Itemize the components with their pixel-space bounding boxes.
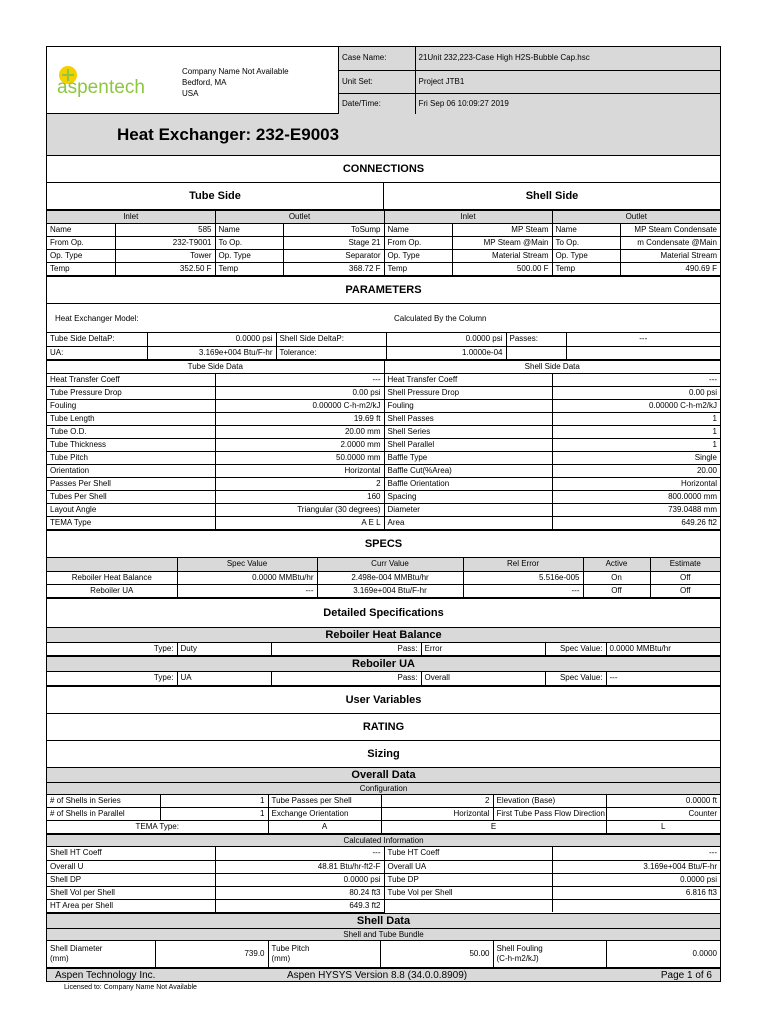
detail-pass-value: Error [421, 643, 545, 656]
connection-value: MP Steam Condensate [620, 224, 720, 237]
parameter-value: 1 [552, 426, 720, 439]
connection-value: MP Steam [452, 224, 552, 237]
connection-label: Temp [215, 263, 283, 276]
spec-row [47, 571, 720, 584]
parameter-value: 20.00 mm [215, 426, 384, 439]
calculated-label: Shell DP [47, 873, 215, 886]
calculated-value: --- [215, 847, 384, 860]
parameter-label: Tube Thickness [47, 439, 215, 452]
parameter-value: Triangular (30 degrees) [215, 504, 384, 517]
configuration-value: 2 [381, 795, 493, 808]
connection-row [47, 224, 720, 237]
case-name-value: 21Unit 232,223-Case High H2S-Bubble Cap.hsc [415, 47, 720, 70]
connection-value: ToSump [283, 224, 384, 237]
tube-dp-label: Tube Side DeltaP: [47, 333, 147, 346]
parameter-label: Shell Parallel [384, 439, 552, 452]
calculated-value: 80.24 ft3 [215, 886, 384, 899]
license-note: Licensed to: Company Name Not Available [64, 984, 197, 991]
calculated-row [47, 899, 720, 912]
shell-outlet-header: Outlet [552, 211, 720, 224]
connection-label: Name [215, 224, 283, 237]
page-title: Heat Exchanger: 232-E9003 [46, 114, 721, 156]
parameter-value: Horizontal [215, 465, 384, 478]
parameter-value: 0.00000 C-h-m2/kJ [552, 400, 720, 413]
parameter-label: Baffle Cut(%Area) [384, 465, 552, 478]
spec-value: Off [650, 571, 720, 584]
parameter-value: 2 [215, 478, 384, 491]
parameter-value: 160 [215, 491, 384, 504]
tema-front: A [268, 821, 381, 834]
calculated-row [47, 886, 720, 899]
parameter-value: 19.69 ft [215, 413, 384, 426]
configuration-label: # of Shells in Parallel [47, 808, 160, 821]
detail-type-label: Type: [47, 672, 177, 685]
calculated-value: 0.0000 psi [552, 873, 720, 886]
shell-dp-label: Shell Side DeltaP: [276, 333, 386, 346]
passes-value: --- [566, 333, 720, 346]
side-data-table [47, 361, 720, 531]
connection-value: Stage 21 [283, 237, 384, 250]
connection-value: 490.69 F [620, 263, 720, 276]
connection-label: To Op. [215, 237, 283, 250]
detail-spec-title: Reboiler Heat Balance [46, 628, 721, 643]
shell-diameter-label: Shell Diameter [50, 943, 103, 953]
shell-fouling-label: Shell Fouling [496, 943, 543, 953]
specs-column-header: Curr Value [317, 558, 463, 571]
connection-label: Temp [47, 263, 115, 276]
connection-label: Temp [384, 263, 452, 276]
spec-value: --- [463, 584, 583, 597]
connection-row [47, 263, 720, 276]
ua-value: 3.169e+004 Btu/F-hr [147, 346, 276, 359]
parameter-value: 649.26 ft2 [552, 517, 720, 530]
spec-value: On [583, 571, 650, 584]
configuration-label: Exchange Orientation [268, 808, 381, 821]
parameter-label: Tube Length [47, 413, 215, 426]
parameter-label: Baffle Orientation [384, 478, 552, 491]
sizing-heading: Sizing [46, 741, 721, 768]
parameter-value: 0.00000 C-h-m2/kJ [215, 400, 384, 413]
connection-label: Op. Type [384, 250, 452, 263]
connection-label: Name [552, 224, 620, 237]
parameters-summary [47, 333, 720, 360]
hx-model-label: Heat Exchanger Model: [55, 314, 139, 323]
connection-label: From Op. [384, 237, 452, 250]
tolerance-label: Tolerance: [276, 346, 386, 359]
detail-type-label: Type: [47, 643, 177, 656]
shell-bundle-table [47, 941, 720, 969]
calculated-info-table [47, 847, 720, 913]
calculated-label: HT Area per Shell [47, 899, 215, 912]
parameter-value: Horizontal [552, 478, 720, 491]
connection-row [47, 250, 720, 263]
configuration-table [47, 795, 720, 835]
calculated-value: 6.816 ft3 [552, 886, 720, 899]
shell-fouling-value: 0.0000 [606, 941, 720, 968]
tube-pitch-label: Tube Pitch [271, 943, 310, 953]
parameter-label: Tube Pressure Drop [47, 387, 215, 400]
tube-side-data-header: Tube Side Data [47, 361, 384, 374]
tolerance-value: 1.0000e-04 [386, 346, 506, 359]
connection-label: Op. Type [552, 250, 620, 263]
detail-pass-label: Pass: [271, 672, 421, 685]
configuration-value: Counter [606, 808, 720, 821]
tube-side-heading: Tube Side [47, 183, 384, 209]
parameter-label: Shell Pressure Drop [384, 387, 552, 400]
calculated-label: Overall UA [384, 860, 552, 873]
connection-value: Material Stream [620, 250, 720, 263]
parameter-value: A E L [215, 517, 384, 530]
parameter-value: --- [215, 374, 384, 387]
shell-side-data-header: Shell Side Data [384, 361, 720, 374]
spec-value: 0.0000 MMBtu/hr [177, 571, 317, 584]
specs-table [47, 558, 720, 598]
configuration-value: 1 [160, 808, 268, 821]
connection-value: 352.50 F [115, 263, 215, 276]
connections-table [47, 211, 720, 277]
parameter-label: Spacing [384, 491, 552, 504]
bundle-heading: Shell and Tube Bundle [46, 929, 721, 941]
tube-outlet-header: Outlet [215, 211, 384, 224]
parameter-label: Passes Per Shell [47, 478, 215, 491]
spec-value: --- [177, 584, 317, 597]
footer-vendor: Aspen Technology Inc. [55, 970, 156, 981]
specs-column-header: Spec Value [177, 558, 317, 571]
detailed-specs-heading: Detailed Specifications [46, 599, 721, 628]
calculated-label: Tube Vol per Shell [384, 886, 552, 899]
parameter-label: Shell Passes [384, 413, 552, 426]
connection-label: Name [47, 224, 115, 237]
spec-value: 2.498e-004 MMBtu/hr [317, 571, 463, 584]
parameter-value: 1 [552, 439, 720, 452]
parameter-value: Single [552, 452, 720, 465]
calculated-label: Tube HT Coeff [384, 847, 552, 860]
overall-data-heading: Overall Data [46, 768, 721, 783]
calculated-label: Shell HT Coeff [47, 847, 215, 860]
spec-row [47, 584, 720, 597]
parameter-label: Layout Angle [47, 504, 215, 517]
parameter-row [47, 465, 720, 478]
spec-value: Off [583, 584, 650, 597]
parameters-heading: PARAMETERS [46, 277, 721, 304]
tube-inlet-header: Inlet [47, 211, 215, 224]
detail-spec-title: Reboiler UA [46, 657, 721, 672]
shell-inlet-header: Inlet [384, 211, 552, 224]
parameter-label: Shell Series [384, 426, 552, 439]
connection-label: From Op. [47, 237, 115, 250]
case-name-label: Case Name: [339, 47, 415, 70]
detail-spec-table [47, 672, 720, 686]
detail-spec-table [47, 643, 720, 657]
specs-column-header: Active [583, 558, 650, 571]
tube-dp-value: 0.0000 psi [147, 333, 276, 346]
connection-value: 232-T9001 [115, 237, 215, 250]
connection-value: 500.00 F [452, 263, 552, 276]
parameter-value: --- [552, 374, 720, 387]
hx-model-value: Calculated By the Column [394, 314, 487, 323]
parameter-label: Fouling [47, 400, 215, 413]
parameter-label: Tube Pitch [47, 452, 215, 465]
company-name: Company Name Not Available [182, 67, 289, 76]
tema-rear: L [606, 821, 720, 834]
detail-pass-label: Pass: [271, 643, 421, 656]
user-variables-heading: User Variables [46, 687, 721, 714]
parameter-value: 2.0000 mm [215, 439, 384, 452]
configuration-row [47, 795, 720, 808]
parameter-label: Tube O.D. [47, 426, 215, 439]
case-info [339, 47, 720, 113]
calculated-value: 649.3 ft2 [215, 899, 384, 912]
calculated-value: 0.0000 psi [215, 873, 384, 886]
calculated-value: 3.169e+004 Btu/F-hr [552, 860, 720, 873]
parameter-row [47, 426, 720, 439]
parameter-row [47, 452, 720, 465]
rating-heading: RATING [46, 714, 721, 741]
footer-page-number: Page 1 of 6 [660, 970, 712, 981]
detail-pass-value: Overall [421, 672, 545, 685]
unit-set-label: Unit Set: [339, 70, 415, 93]
shell-dp-value: 0.0000 psi [386, 333, 506, 346]
calculated-row [47, 847, 720, 860]
parameter-row [47, 491, 720, 504]
parameter-value: 0.00 psi [552, 387, 720, 400]
detail-type-value: Duty [177, 643, 271, 656]
tema-type-label: TEMA Type: [47, 821, 268, 834]
parameter-value: 20.00 [552, 465, 720, 478]
shell-data-heading: Shell Data [46, 914, 721, 929]
calculated-label: Tube DP [384, 873, 552, 886]
calculated-label: Shell Vol per Shell [47, 886, 215, 899]
date-label: Date/Time: [339, 93, 415, 114]
connection-label: To Op. [552, 237, 620, 250]
parameter-label: Diameter [384, 504, 552, 517]
parameter-row [47, 517, 720, 530]
detail-type-value: UA [177, 672, 271, 685]
calculated-value: --- [552, 847, 720, 860]
configuration-value: 0.0000 ft [606, 795, 720, 808]
aspentech-logo [53, 61, 173, 101]
calculated-row [47, 873, 720, 886]
parameter-label: Orientation [47, 465, 215, 478]
passes-label: Passes: [506, 333, 566, 346]
tube-pitch-unit: (mm) [271, 953, 291, 963]
company-block [47, 47, 339, 113]
connection-value: 585 [115, 224, 215, 237]
parameter-row [47, 413, 720, 426]
configuration-heading: Configuration [46, 783, 721, 795]
shell-side-heading: Shell Side [384, 183, 721, 209]
company-country: USA [182, 89, 199, 98]
configuration-label: First Tube Pass Flow Direction [493, 808, 606, 821]
configuration-label: Elevation (Base) [493, 795, 606, 808]
svg-text:aspen: aspen [57, 77, 109, 98]
spec-value: 3.169e+004 Btu/F-hr [317, 584, 463, 597]
parameter-row [47, 504, 720, 517]
parameter-value: 800.0000 mm [552, 491, 720, 504]
configuration-label: # of Shells in Series [47, 795, 160, 808]
detail-spec-label: Spec Value: [545, 643, 606, 656]
parameter-label: Tubes Per Shell [47, 491, 215, 504]
connection-value: Tower [115, 250, 215, 263]
calculated-info-heading: Calculated Information [46, 835, 721, 847]
detail-spec-value: 0.0000 MMBtu/hr [606, 643, 720, 656]
parameter-label: TEMA Type [47, 517, 215, 530]
shell-fouling-unit: (C-h-m2/kJ) [496, 953, 539, 963]
configuration-label: Tube Passes per Shell [268, 795, 381, 808]
shell-diameter-unit: (mm) [50, 953, 69, 963]
connection-value: m Condensate @Main [620, 237, 720, 250]
connection-label: Name [384, 224, 452, 237]
parameter-row [47, 387, 720, 400]
connection-value: 368.72 F [283, 263, 384, 276]
parameter-value: 1 [552, 413, 720, 426]
tube-pitch-value: 50.00 [380, 941, 493, 968]
shell-diameter-value: 739.0 [155, 941, 268, 968]
parameter-value: 50.0000 mm [215, 452, 384, 465]
parameter-row [47, 400, 720, 413]
calculated-value [552, 899, 720, 912]
connections-heading: CONNECTIONS [46, 156, 721, 183]
parameter-label: Baffle Type [384, 452, 552, 465]
calculated-row [47, 860, 720, 873]
detail-spec-value: --- [606, 672, 720, 685]
date-value: Fri Sep 06 10:09:27 2019 [415, 93, 720, 114]
calculated-label: Overall U [47, 860, 215, 873]
connection-value: MP Steam @Main [452, 237, 552, 250]
company-city: Bedford, MA [182, 78, 227, 87]
connection-value: Material Stream [452, 250, 552, 263]
unit-set-value: Project JTB1 [415, 70, 720, 93]
report-header [46, 46, 721, 114]
parameter-row [47, 439, 720, 452]
specs-heading: SPECS [46, 531, 721, 558]
parameter-label: Heat Transfer Coeff [47, 374, 215, 387]
calculated-label [384, 899, 552, 912]
connection-label: Temp [552, 263, 620, 276]
detail-spec-label: Spec Value: [545, 672, 606, 685]
parameter-label: Heat Transfer Coeff [384, 374, 552, 387]
configuration-value: 1 [160, 795, 268, 808]
specs-column-header: Estimate [650, 558, 720, 571]
spec-name: Reboiler Heat Balance [47, 571, 177, 584]
parameter-label: Fouling [384, 400, 552, 413]
specs-column-header: Rel Error [463, 558, 583, 571]
parameter-value: 739.0488 mm [552, 504, 720, 517]
spec-value: 5.516e-005 [463, 571, 583, 584]
tema-shell: E [381, 821, 606, 834]
page-footer [46, 969, 721, 982]
configuration-row [47, 808, 720, 821]
connection-value: Separator [283, 250, 384, 263]
configuration-value: Horizontal [381, 808, 493, 821]
ua-label: UA: [47, 346, 147, 359]
calculated-value: 48.81 Btu/hr-ft2-F [215, 860, 384, 873]
spec-value: Off [650, 584, 720, 597]
parameter-row [47, 478, 720, 491]
connection-label: Op. Type [47, 250, 115, 263]
connection-label: Op. Type [215, 250, 283, 263]
footer-version: Aspen HYSYS Version 8.8 (34.0.0.8909) [287, 970, 468, 981]
connection-row [47, 237, 720, 250]
report-sheet [46, 46, 721, 991]
spec-name: Reboiler UA [47, 584, 177, 597]
parameter-row [47, 374, 720, 387]
parameter-value: 0.00 psi [215, 387, 384, 400]
svg-text:tech: tech [109, 77, 145, 98]
parameter-label: Area [384, 517, 552, 530]
